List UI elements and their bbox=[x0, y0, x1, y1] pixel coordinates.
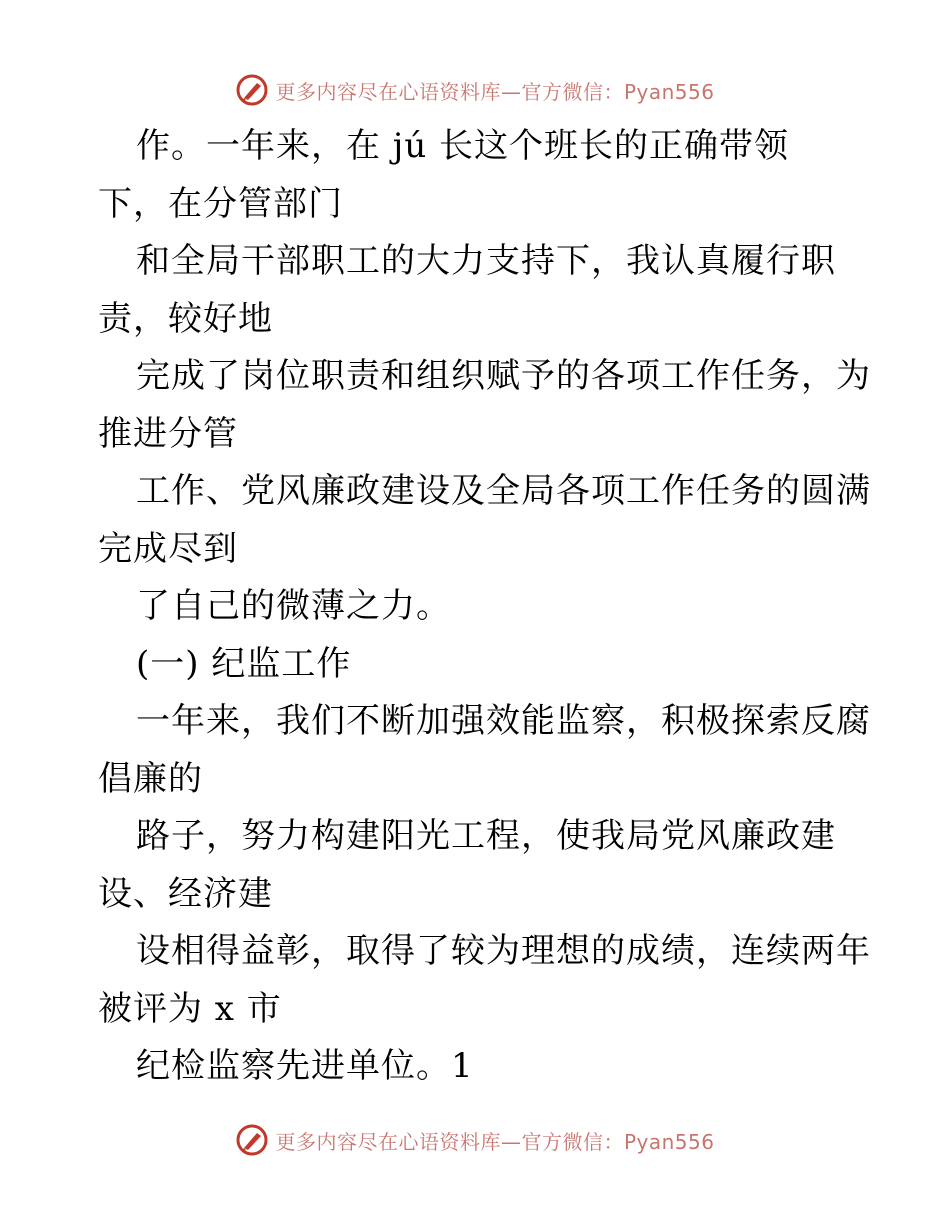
header-watermark bbox=[0, 70, 950, 110]
text-line: 设、经济建 bbox=[98, 873, 273, 914]
text-line: 下，在分管部门 bbox=[98, 183, 343, 224]
text-line: 和全局干部职工的大力支持下，我认真履行职 bbox=[136, 241, 836, 281]
text-line: 推进分管 bbox=[98, 413, 238, 454]
text-line: 设相得益彰，取得了较为理想的成绩，连续两年 bbox=[136, 931, 871, 971]
footer-watermark bbox=[0, 1120, 950, 1160]
text-line: 倡廉的 bbox=[98, 758, 203, 799]
document-body bbox=[98, 118, 888, 1096]
section-heading: (一) 纪监工作 bbox=[136, 643, 352, 684]
text-line: 了自己的微薄之力。 bbox=[136, 586, 451, 626]
text-line: 工作、党风廉政建设及全局各项工作任务的圆满 bbox=[136, 471, 871, 511]
text-line: 完成了岗位职责和组织赋予的各项工作任务，为 bbox=[136, 356, 871, 396]
text-line: 纪检监察先进单位。1 bbox=[136, 1046, 474, 1086]
text-line: 路子，努力构建阳光工程，使我局党风廉政建 bbox=[136, 816, 836, 856]
text-line: 被评为 x 市 bbox=[98, 988, 282, 1029]
text-line: 一年来，我们不断加强效能监察，积极探索反腐 bbox=[136, 701, 871, 741]
text-line: 完成尽到 bbox=[98, 528, 238, 569]
pen-logo-icon bbox=[235, 1123, 269, 1157]
text-line: 责，较好地 bbox=[98, 298, 273, 339]
watermark-text: 更多内容尽在心语资料库—官方微信：Pyan556 bbox=[275, 79, 715, 104]
watermark-text: 更多内容尽在心语资料库—官方微信：Pyan556 bbox=[275, 1129, 715, 1154]
text-line: 作。一年来，在 jú 长这个班长的正确带领 bbox=[136, 126, 790, 166]
pen-logo-icon bbox=[235, 73, 269, 107]
